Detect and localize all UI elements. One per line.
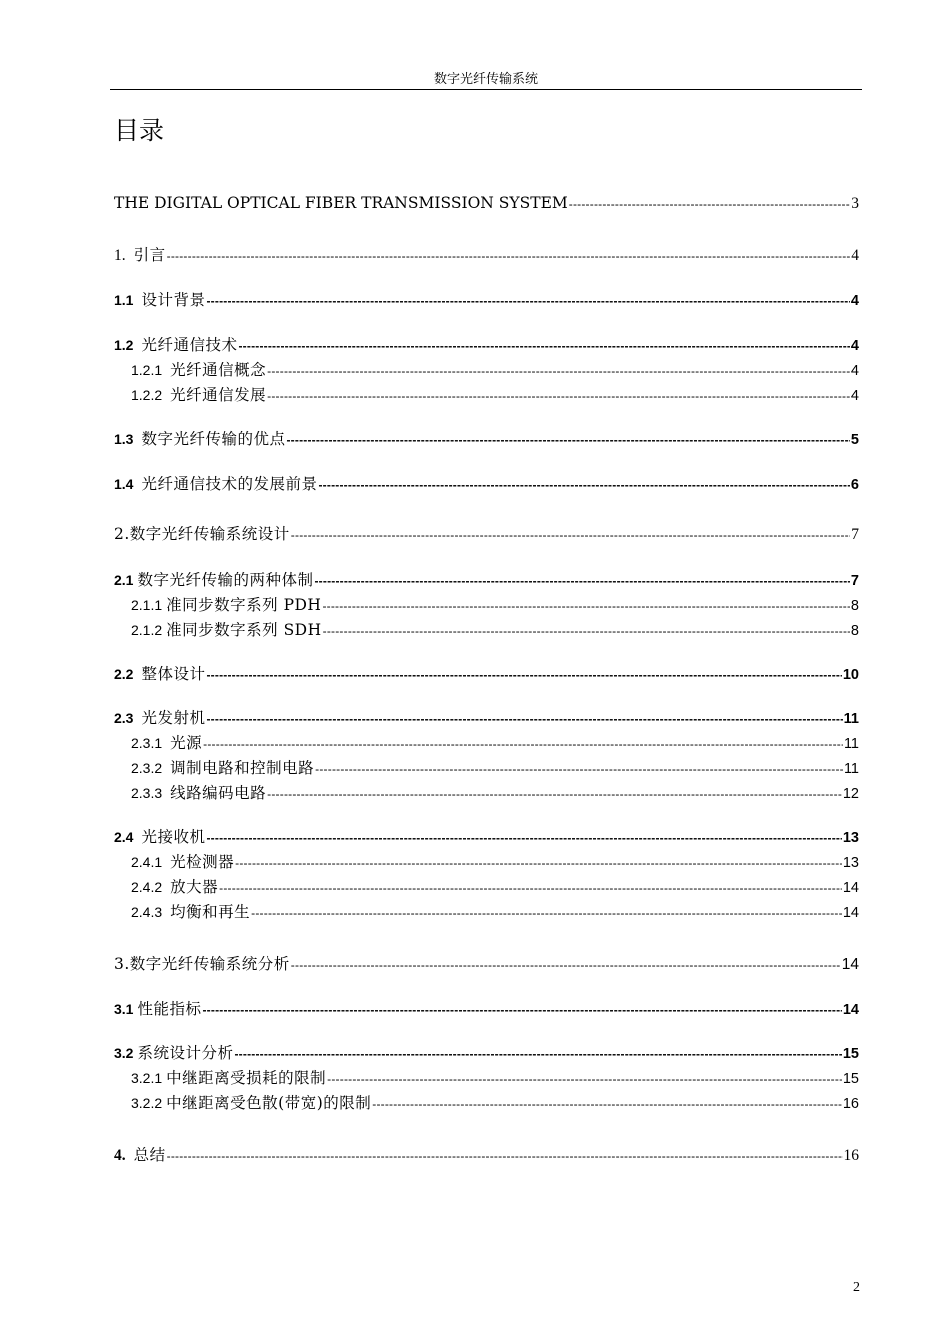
toc-leader	[202, 999, 841, 1021]
toc-entry-number: 2.2	[114, 666, 134, 682]
toc-leader	[238, 335, 849, 357]
toc-entry-label: 数字光纤传输的两种体制	[137, 571, 314, 589]
toc-leader	[327, 1068, 842, 1090]
toc-entry-number: 1.4	[114, 476, 134, 492]
toc-title: 目录	[114, 116, 165, 145]
toc-entry-label: 数字光纤传输的优点	[141, 430, 286, 448]
toc-entry-2-4-2[interactable]	[131, 876, 859, 898]
toc-entry-1[interactable]	[114, 244, 859, 266]
toc-entry-label: 整体设计	[141, 665, 206, 683]
toc-entry-page: 16	[843, 1147, 859, 1164]
toc-leader	[291, 954, 841, 976]
toc-leader	[206, 664, 841, 686]
toc-entry-page: 14	[841, 956, 859, 973]
toc-entry-page: 4	[851, 247, 859, 264]
page-header: 数字光纤传输系统	[110, 70, 862, 90]
toc-leader	[206, 290, 849, 312]
toc-entry-3-1[interactable]	[114, 998, 859, 1020]
toc-entry-3-2[interactable]	[114, 1042, 859, 1064]
toc-entry-page: 5	[850, 432, 859, 448]
toc-entry-number: 3.2	[114, 1045, 134, 1061]
toc-entry-page: 12	[842, 786, 859, 802]
toc-entry-2-1[interactable]	[114, 569, 859, 591]
toc-leader	[235, 852, 842, 874]
toc-entry-page: 16	[842, 1096, 859, 1112]
toc-entry-number: 2.4.2	[131, 879, 163, 895]
toc-entry-number: 2.4.1	[131, 854, 163, 870]
toc-entry-label: 准同步数字系列 SDH	[166, 621, 322, 639]
toc-entry-number: 1.3	[114, 431, 134, 447]
toc-entry-2-4[interactable]	[114, 826, 859, 848]
toc-entry-2-3-3[interactable]	[131, 782, 859, 804]
toc-entry-label: 均衡和再生	[170, 903, 251, 921]
toc-entry-4[interactable]	[114, 1144, 859, 1166]
toc-entry-label: 光检测器	[170, 853, 235, 871]
toc-entry-3[interactable]	[114, 953, 859, 975]
toc-entry-page: 4	[850, 363, 859, 379]
toc-leader	[267, 783, 842, 805]
toc-entry-number: 1.	[114, 247, 126, 264]
toc-entry-number: 2.3	[114, 710, 134, 726]
toc-entry-label: 3.数字光纤传输系统分析	[114, 955, 290, 973]
toc-entry-number: 2.3.3	[131, 785, 163, 801]
toc-leader	[206, 827, 841, 849]
toc-entry-2-4-1[interactable]	[131, 851, 859, 873]
toc-entry-1-1[interactable]	[114, 289, 859, 311]
toc-entry-page: 14	[842, 880, 859, 896]
toc-leader	[203, 733, 843, 755]
toc-entry-page: 4	[850, 338, 859, 354]
toc-entry-page: 13	[842, 830, 859, 846]
toc-entry-label: 中继距离受色散(带宽)的限制	[166, 1094, 372, 1112]
toc-entry-label: 光接收机	[141, 828, 206, 846]
page-number: 2	[853, 1280, 860, 1295]
toc-leader	[318, 474, 849, 496]
toc-leader	[167, 1145, 843, 1167]
toc-entry-2-1-2[interactable]	[131, 619, 859, 641]
toc-entry-page: 15	[842, 1046, 859, 1062]
toc-entry-page: 4	[850, 293, 859, 309]
toc-leader	[286, 429, 849, 451]
toc-entry-label: 光纤通信发展	[170, 386, 267, 404]
toc-entry-2[interactable]	[114, 523, 859, 545]
toc-entry-page: 8	[850, 598, 859, 614]
toc-entry-label: 光纤通信技术	[141, 336, 238, 354]
toc-entry-number: 2.1.2	[131, 622, 163, 638]
toc-entry-number: 2.3.2	[131, 760, 163, 776]
toc-entry-1-2-1[interactable]	[131, 359, 859, 381]
toc-entry-1-4[interactable]	[114, 473, 859, 495]
toc-entry-label: 性能指标	[137, 1000, 202, 1018]
toc-entry-label: 引言	[133, 246, 166, 264]
toc-entry-number: 1.2	[114, 337, 134, 353]
toc-entry-number: 3.1	[114, 1001, 134, 1017]
toc-entry-label: 中继距离受损耗的限制	[166, 1069, 327, 1087]
toc-entry-page: 15	[842, 1071, 859, 1087]
toc-entry-label: 系统设计分析	[137, 1044, 234, 1062]
toc-leader	[267, 385, 850, 407]
toc-leader	[234, 1043, 841, 1065]
toc-entry-number: 1.1	[114, 292, 134, 308]
toc-leader	[167, 245, 851, 267]
toc-leader	[267, 360, 850, 382]
toc-leader	[322, 595, 849, 617]
toc-entry-page: 6	[850, 477, 859, 493]
toc-entry-2-3-2[interactable]	[131, 757, 859, 779]
toc-entry-2-4-3[interactable]	[131, 901, 859, 923]
toc-entry-page: 8	[850, 623, 859, 639]
toc-entry-2-3-1[interactable]	[131, 732, 859, 754]
toc-entry-2-2[interactable]	[114, 663, 859, 685]
toc-entry-2-3[interactable]	[114, 707, 859, 729]
toc-entry-2-1-1[interactable]	[131, 594, 859, 616]
toc-entry-3-2-2[interactable]	[131, 1092, 859, 1114]
toc-leader	[291, 524, 850, 546]
toc-entry-page: 14	[842, 1002, 859, 1018]
toc-leader	[206, 708, 842, 730]
toc-entry-label: 光源	[170, 734, 203, 752]
toc-entry-number: 3.2.2	[131, 1095, 163, 1111]
toc-entry-page: 11	[843, 736, 859, 752]
toc-leader	[569, 193, 850, 215]
toc-entry-page: 3	[851, 195, 859, 212]
toc-entry-label: 总结	[133, 1146, 166, 1164]
toc-entry-label: 光纤通信概念	[170, 361, 267, 379]
toc-leader	[372, 1093, 842, 1115]
toc-entry-number: 2.4	[114, 829, 134, 845]
toc-entry-number: 2.3.1	[131, 735, 163, 751]
toc-entry-1-3[interactable]	[114, 428, 859, 450]
toc-leader	[251, 902, 842, 924]
toc-entry-number: 3.2.1	[131, 1070, 163, 1086]
toc-entry-label: 调制电路和控制电路	[170, 759, 315, 777]
toc-entry-label: 光发射机	[141, 709, 206, 727]
toc-entry-label: 设计背景	[141, 291, 206, 309]
toc-entry-number: 1.2.2	[131, 387, 163, 403]
toc-entry-label: 光纤通信技术的发展前景	[141, 475, 318, 493]
toc-entry-page: 7	[850, 573, 859, 589]
toc-entry-page: 13	[842, 855, 859, 871]
toc-entry-page: 11	[843, 711, 859, 727]
toc-entry-page: 10	[842, 667, 859, 683]
toc-leader	[323, 620, 850, 642]
toc-entry-1-2[interactable]	[114, 334, 859, 356]
toc-entry-label: 准同步数字系列 PDH	[166, 596, 322, 614]
toc-entry-page: 4	[850, 388, 859, 404]
toc-entry-page: 11	[843, 761, 859, 777]
toc-entry-page: 14	[842, 905, 859, 921]
toc-entry-number: 2.4.3	[131, 904, 163, 920]
toc-leader	[219, 877, 842, 899]
toc-leader	[315, 758, 843, 780]
toc-entry-label: THE DIGITAL OPTICAL FIBER TRANSMISSION SYSTEM	[114, 194, 568, 212]
toc-entry-label: 放大器	[170, 878, 219, 896]
toc-entry-label: 2.数字光纤传输系统设计	[114, 525, 290, 543]
toc-entry-3-2-1[interactable]	[131, 1067, 859, 1089]
toc-entry-abstract[interactable]	[114, 192, 859, 214]
toc-leader	[314, 570, 849, 592]
toc-entry-page: 7	[851, 526, 859, 543]
toc-entry-1-2-2[interactable]	[131, 384, 859, 406]
toc-entry-number: 4.	[114, 1147, 126, 1164]
toc-entry-number: 1.2.1	[131, 362, 163, 378]
toc-entry-number: 2.1	[114, 572, 134, 588]
toc-entry-number: 2.1.1	[131, 597, 163, 613]
toc-entry-label: 线路编码电路	[170, 784, 267, 802]
